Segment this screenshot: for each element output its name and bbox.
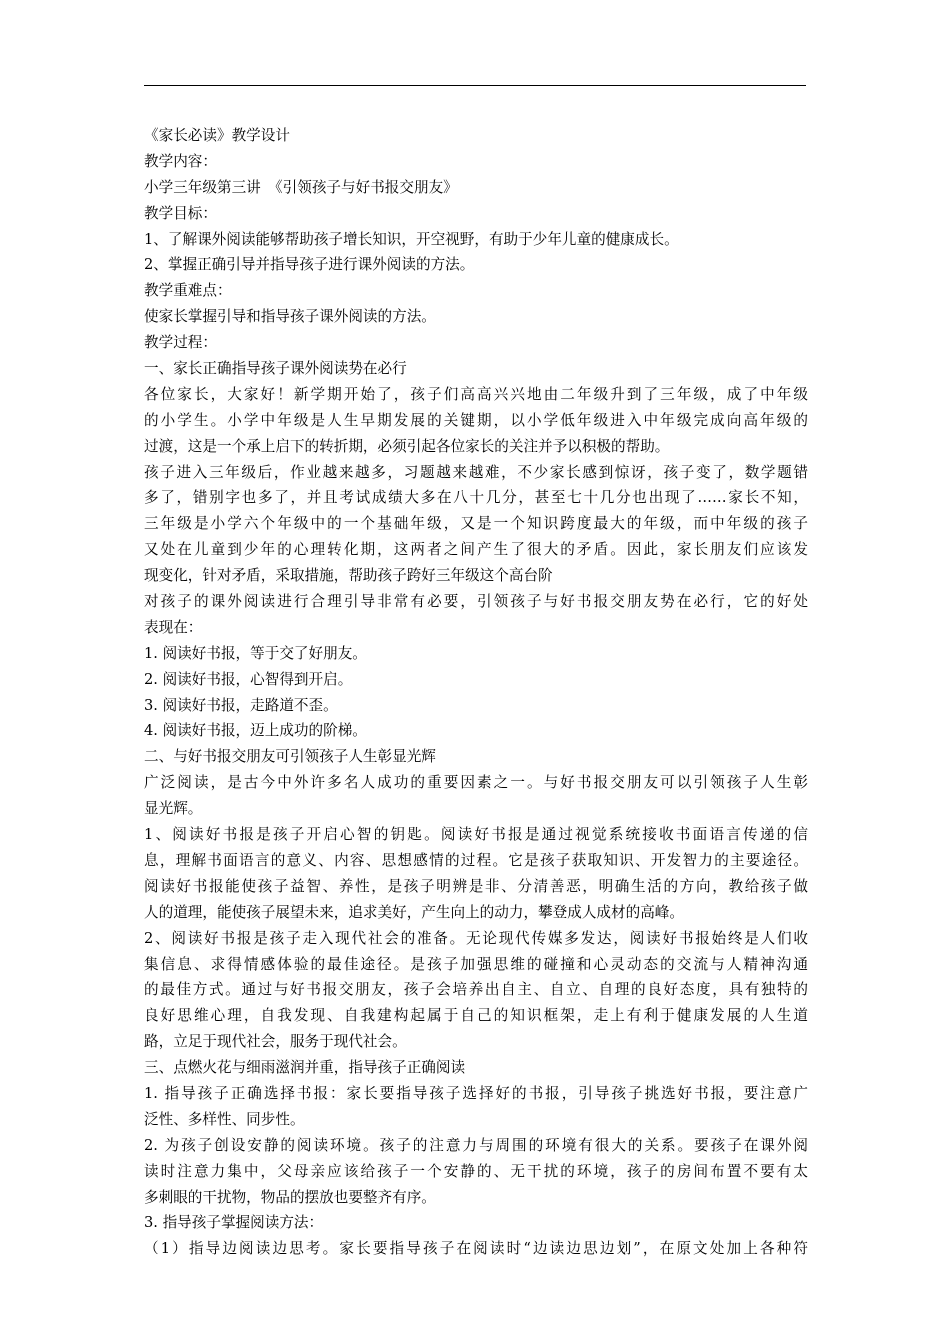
- paragraph-line: 良好思维心理，自我发现、自我建构起属于自己的知识框架，走上有利于健康发展的人生道: [144, 1007, 808, 1025]
- paragraph-line: 显光辉。: [144, 800, 203, 818]
- list-item: 4. 阅读好书报，迈上成功的阶梯。: [144, 722, 367, 740]
- paragraph-line: 表现在：: [144, 618, 203, 636]
- list-item: 2. 阅读好书报，心智得到开启。: [144, 670, 353, 688]
- header-rule: [144, 85, 806, 86]
- document-body: [144, 123, 808, 1262]
- section-heading: 二、与好书报交朋友可引领孩子人生彰显光辉: [144, 748, 436, 766]
- paragraph-line: 又处在儿童到少年的心理转化期，这两者之间产生了很大的矛盾。因此，家长朋友们应该发: [144, 541, 808, 559]
- paragraph-line: 1、阅读好书报是孩子开启心智的钥匙。阅读好书报是通过视觉系统接收书面语言传递的信: [144, 826, 808, 844]
- section-heading: 三、点燃火花与细雨滋润并重，指导孩子正确阅读: [144, 1059, 466, 1077]
- paragraph-line: 孩子进入三年级后，作业越来越多，习题越来越难，不少家长感到惊讶，孩子变了，数学题错: [144, 463, 808, 481]
- paragraph-line: 人的道理，能使孩子展望未来，追求美好，产生向上的动力，攀登成人成材的高峰。: [144, 903, 684, 921]
- paragraph-line: 读时注意力集中，父母亲应该给孩子一个安静的、无干扰的环境，孩子的房间布置不要有太: [144, 1162, 808, 1180]
- paragraph-line: 集信息、求得情感体验的最佳途径。是孩子加强思维的碰撞和心灵动态的交流与人精神沟通: [144, 955, 808, 973]
- paragraph-line: 2. 为孩子创设安静的阅读环境。孩子的注意力与周围的环境有很大的关系。要孩子在课外阅: [144, 1136, 808, 1154]
- paragraph-line: 的最佳方式。通过与好书报交朋友，孩子会培养出自主、自立、自理的良好态度，具有独特的: [144, 981, 808, 999]
- section-label-goals: 教学目标：: [144, 204, 217, 222]
- paragraph-line: 对孩子的课外阅读进行合理引导非常有必要，引领孩子与好书报交朋友势在必行，它的好处: [144, 593, 808, 611]
- paragraph-line: 路，立足于现代社会，服务于现代社会。: [144, 1033, 407, 1051]
- document-title: 《家长必读》教学设计: [144, 127, 290, 144]
- paragraph-line: 多了，错别字也多了，并且考试成绩大多在八十几分，甚至七十几分也出现了……家长不知，: [144, 489, 808, 507]
- paragraph-line: 多刺眼的干扰物，物品的摆放也要整齐有序。: [144, 1188, 436, 1206]
- goal-item: 2、掌握正确引导并指导孩子进行课外阅读的方法。: [144, 256, 475, 274]
- paragraph-line: 现变化，针对矛盾，采取措施，帮助孩子跨好三年级这个高台阶: [144, 567, 553, 585]
- paragraph-line: 的小学生。小学中年级是人生早期发展的关键期，以小学低年级进入中年级完成向高年级的: [144, 411, 808, 429]
- section-label-key-points: 教学重难点：: [144, 282, 232, 300]
- paragraph-line: 三年级是小学六个年级中的一个基础年级，又是一个知识跨度最大的年级，而中年级的孩子: [144, 515, 808, 533]
- section-heading: 一、家长正确指导孩子课外阅读势在必行: [144, 360, 407, 378]
- paragraph-line: 各位家长，大家好！新学期开始了，孩子们高高兴兴地由二年级升到了三年级，成了中年级: [144, 385, 808, 403]
- paragraph-line: 过渡，这是一个承上启下的转折期，必须引起各位家长的关注并予以积极的帮助。: [144, 437, 670, 455]
- goal-item: 1、了解课外阅读能够帮助孩子增长知识，开空视野，有助于少年儿童的健康成长。: [144, 230, 679, 248]
- key-point-text: 使家长掌握引导和指导孩子课外阅读的方法。: [144, 308, 436, 326]
- lesson-name: 小学三年级第三讲 《引领孩子与好书报交朋友》: [144, 178, 458, 196]
- list-item: 1. 阅读好书报，等于交了好朋友。: [144, 644, 367, 662]
- section-label-content: 教学内容：: [144, 152, 217, 170]
- paragraph-line: （1）指导边阅读边思考。家长要指导孩子在阅读时“边读边思边划”，在原文处加上各种符: [144, 1240, 808, 1258]
- paragraph-line: 息，理解书面语言的意义、内容、思想感情的过程。它是孩子获取知识、开发智力的主要途径。: [144, 851, 808, 869]
- paragraph-line: 阅读好书报能使孩子益智、养性，是孩子明辨是非、分清善恶，明确生活的方向，教给孩子做: [144, 877, 808, 895]
- paragraph-line: 1. 指导孩子正确选择书报：家长要指导孩子选择好的书报，引导孩子挑选好书报，要注意广: [144, 1084, 808, 1102]
- list-item: 3. 指导孩子掌握阅读方法：: [144, 1214, 324, 1232]
- paragraph-line: 泛性、多样性、同步性。: [144, 1110, 305, 1128]
- paragraph-line: 2、阅读好书报是孩子走入现代社会的准备。无论现代传媒多发达，阅读好书报始终是人们收: [144, 929, 808, 947]
- list-item: 3. 阅读好书报，走路道不歪。: [144, 696, 338, 714]
- paragraph-line: 广泛阅读，是古今中外许多名人成功的重要因素之一。与好书报交朋友可以引领孩子人生彰: [144, 774, 808, 792]
- section-label-process: 教学过程：: [144, 334, 217, 352]
